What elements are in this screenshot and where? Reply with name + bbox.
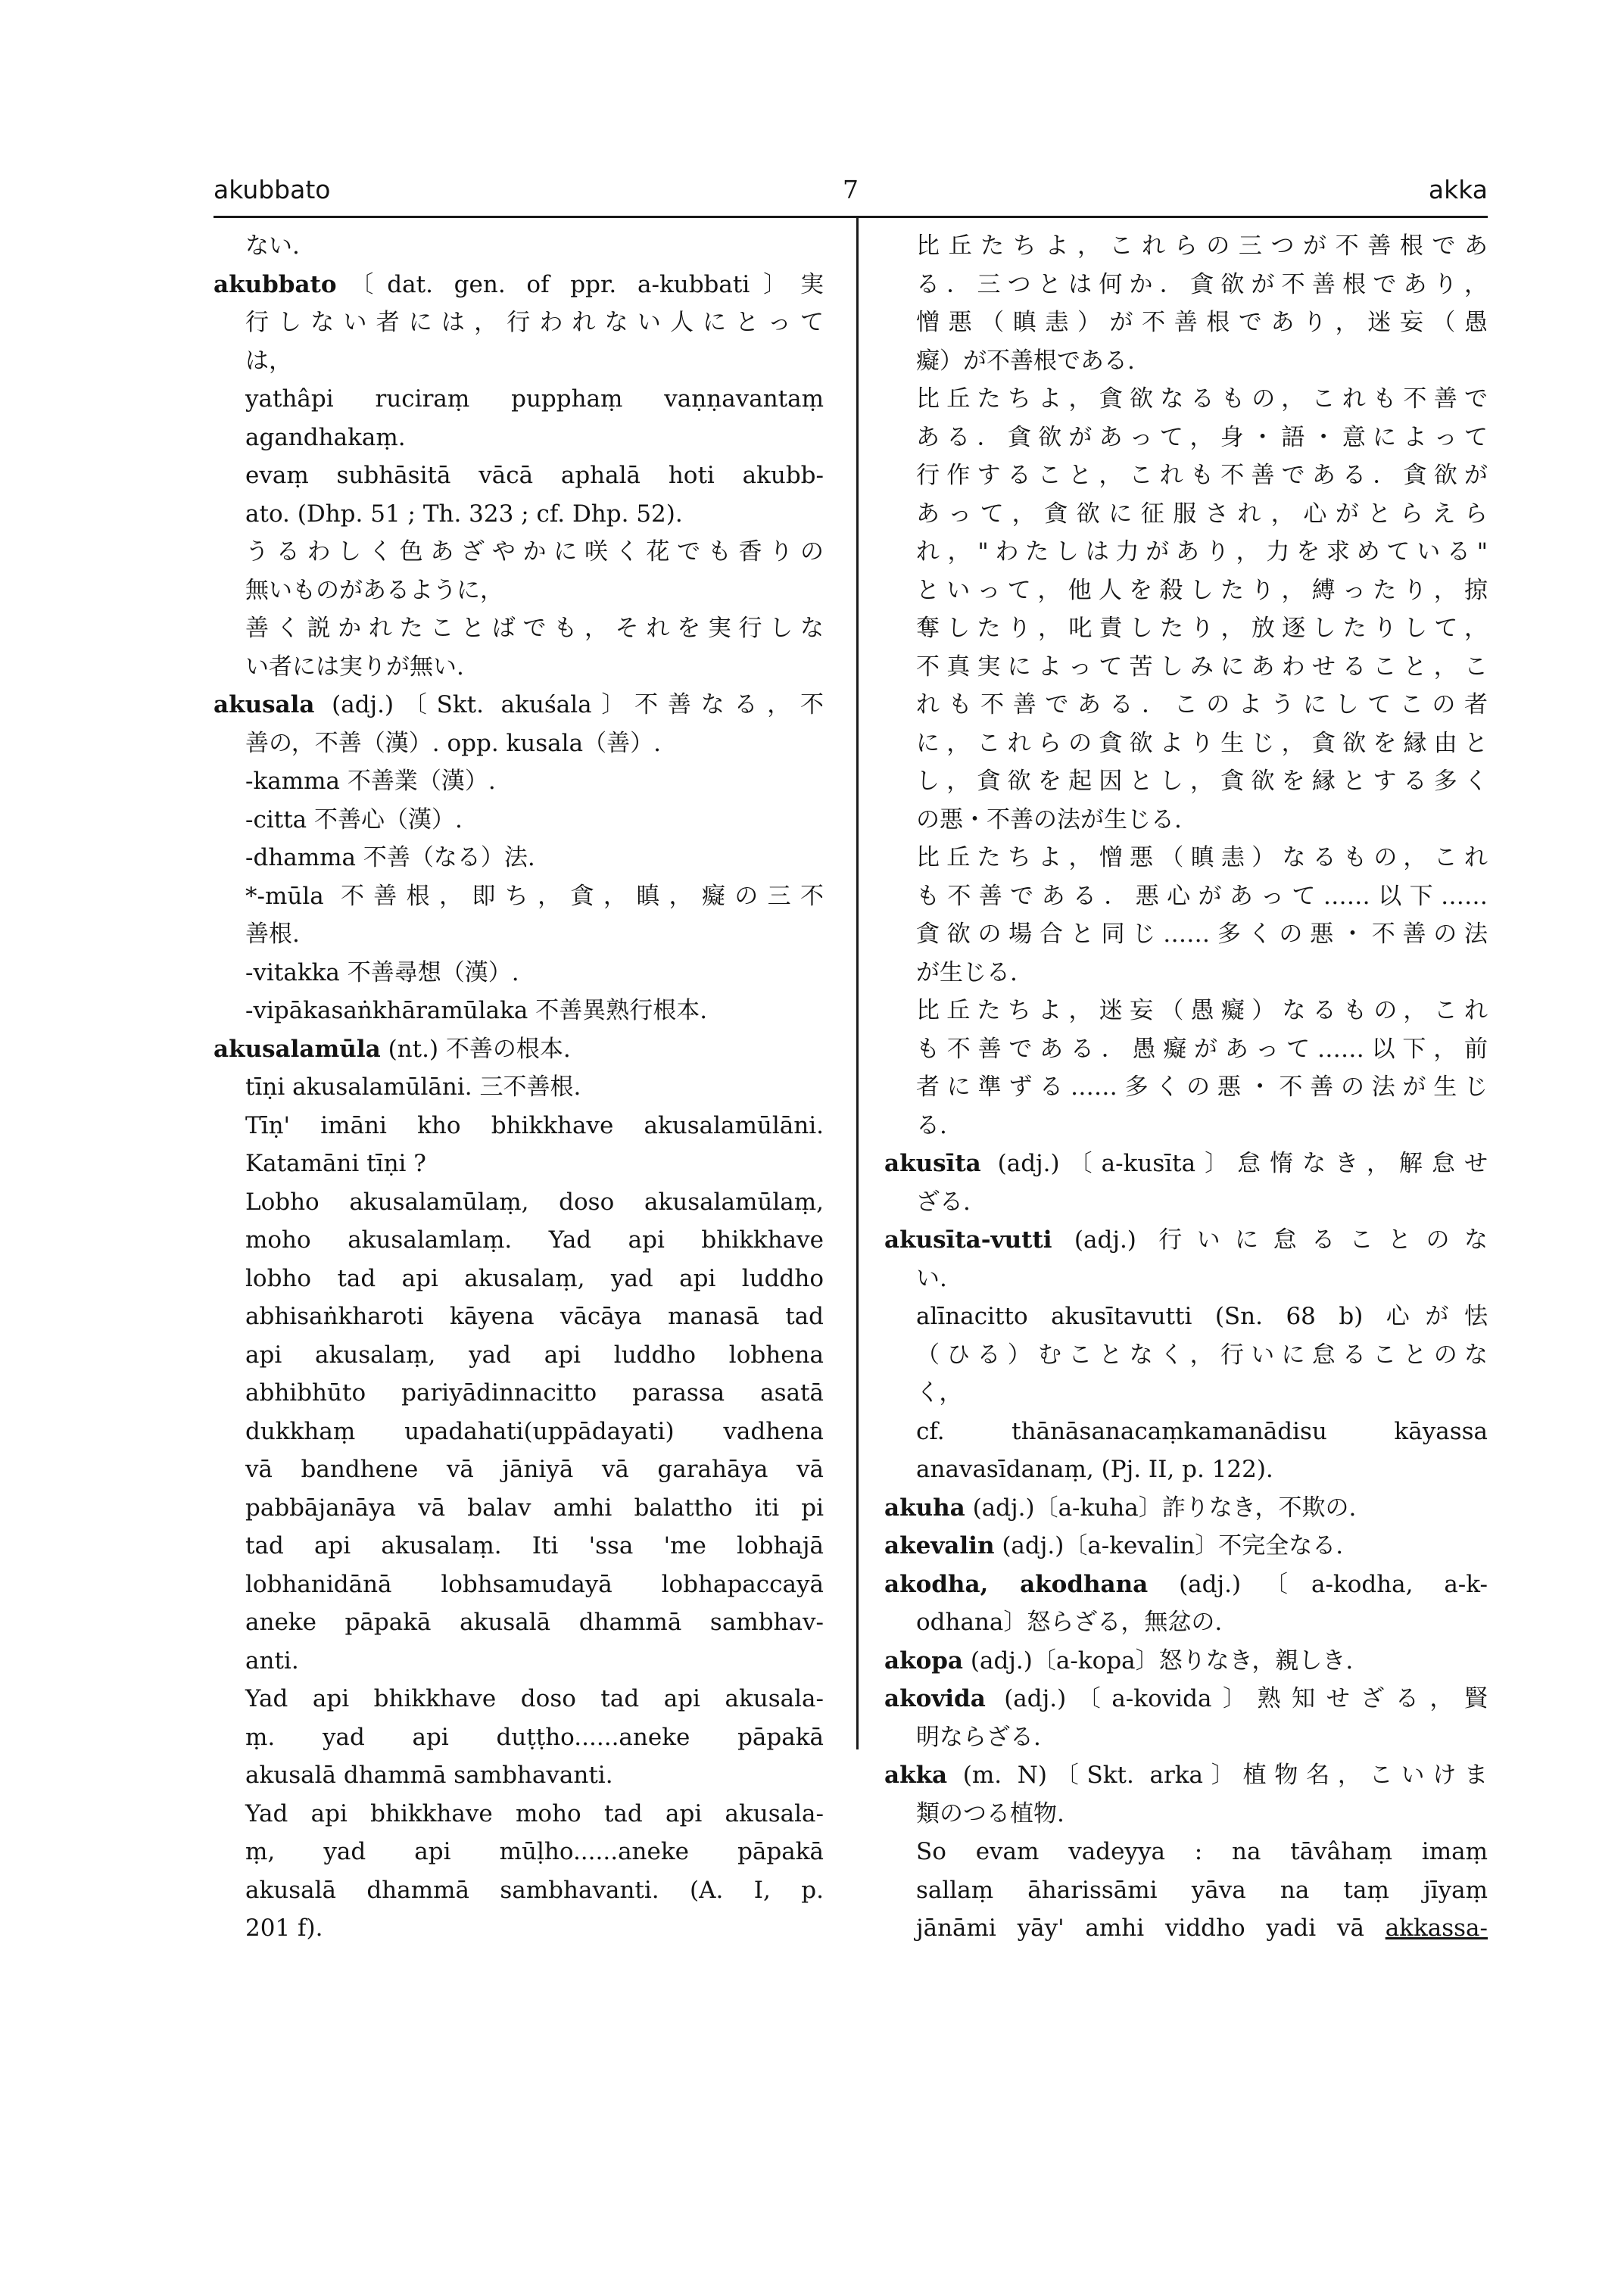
text-line: 憎悪（瞋恚）が不善根であり，迷妄（愚 bbox=[916, 309, 1488, 336]
text-line: jānāmi yāy' amhi viddho yadi vā akkassa- bbox=[916, 1914, 1488, 1942]
text-line: ない. bbox=[245, 232, 300, 260]
text-line: 明ならざる. bbox=[916, 1723, 1041, 1751]
text-line: cf. thānāsanacaṃkamanādisu kāyassa bbox=[916, 1417, 1488, 1445]
headword: akodha, akodhana bbox=[884, 1570, 1149, 1598]
text-line: abhisaṅkharoti kāyena vācāya manasā tad bbox=[245, 1303, 824, 1330]
text-line: ṃ. yad api duṭṭho......aneke pāpakā bbox=[245, 1723, 824, 1751]
text-line: うるわしく色あざやかに咲く花でも香りの bbox=[245, 538, 824, 565]
text-line: る. bbox=[916, 1111, 947, 1139]
running-head-left: akubbato bbox=[214, 175, 331, 204]
headword: akusala bbox=[214, 691, 315, 718]
text-line: ざる. bbox=[916, 1188, 971, 1216]
text-line: alīnacitto akusītavutti (Sn. 68 b) 心が怯 bbox=[916, 1303, 1488, 1330]
headword: akubbato bbox=[214, 270, 337, 298]
text-line: sallaṃ āharissāmi yāva na taṃ jīyaṃ bbox=[916, 1876, 1488, 1904]
entry-headword-line: akusīta-vutti (adj.) 行いに怠ることのな bbox=[884, 1226, 1488, 1254]
headword: akka bbox=[884, 1762, 948, 1789]
text-line: -citta 不善心（漢）. bbox=[245, 805, 463, 833]
right-column bbox=[884, 227, 1488, 1948]
text-line: abhibhūto pariyādinnacitto parassa asatā bbox=[245, 1379, 824, 1407]
text-line: -kamma 不善業（漢）. bbox=[245, 768, 496, 795]
text-line: く， bbox=[916, 1379, 963, 1407]
entry-headword-line: akusala (adj.)〔Skt. akuśala〕不善なる，不 bbox=[214, 691, 824, 718]
text-line: lobho tad api akusalaṃ, yad api luddho bbox=[245, 1264, 824, 1292]
text-line: dukkhaṃ upadahati(uppādayati) vadhena bbox=[245, 1417, 824, 1445]
headword: akopa bbox=[884, 1647, 964, 1675]
text-line: -dhamma 不善（なる）法. bbox=[245, 844, 535, 871]
headword: akevalin bbox=[884, 1532, 995, 1559]
text-line: 善根. bbox=[245, 921, 300, 948]
running-head-right: akka bbox=[1428, 175, 1488, 204]
text-line: 比丘たちよ，迷妄（愚癡）なるもの，これ bbox=[916, 997, 1488, 1024]
text-line: Yad api bhikkhave doso tad api akusala- bbox=[245, 1685, 824, 1712]
text-line: も不善である．悪心があって……以下…… bbox=[916, 882, 1488, 910]
text-line: も不善である．愚癡があって……以下，前 bbox=[916, 1035, 1488, 1063]
text-line: -vipākasaṅkhāramūlaka 不善異熟行根本. bbox=[245, 997, 708, 1024]
text-line: Lobho akusalamūlaṃ, doso akusalamūlaṃ, bbox=[245, 1188, 824, 1216]
text-line: 比丘たちよ，貪欲なるもの，これも不善で bbox=[916, 385, 1488, 413]
entry-headword-line: akusalamūla (nt.) 不善の根本. bbox=[214, 1035, 571, 1063]
text-line: 類のつる植物. bbox=[916, 1799, 1064, 1827]
text-line: evaṃ subhāsitā vācā aphalā hoti akubb- bbox=[245, 462, 824, 489]
page-header bbox=[214, 170, 1488, 216]
text-line: -vitakka 不善尋想（漢）. bbox=[245, 958, 519, 986]
text-line: 行しない者には，行われない人にとって bbox=[245, 309, 824, 336]
left-column bbox=[214, 227, 824, 1948]
entry-headword-line: akusīta (adj.)〔a-kusīta〕怠惰なき，解怠せ bbox=[884, 1150, 1488, 1177]
headword: akuha bbox=[884, 1494, 965, 1522]
text-line: ato. (Dhp. 51 ; Th. 323 ; cf. Dhp. 52). bbox=[245, 500, 683, 528]
text-line: は， bbox=[245, 347, 292, 375]
cross-reference: akkassa- bbox=[1385, 1914, 1488, 1942]
text-line: 者に準ずる……多くの悪・不善の法が生じ bbox=[916, 1073, 1488, 1101]
text-line: *-mūla 不善根，即ち，貪，瞋，癡の三不 bbox=[245, 882, 824, 910]
headword: akusīta-vutti bbox=[884, 1226, 1052, 1254]
text-line: 無いものがあるように， bbox=[245, 576, 503, 604]
entry-headword-line: akodha, akodhana (adj.)〔a-kodha, a-k- bbox=[884, 1570, 1488, 1598]
column-divider bbox=[856, 217, 859, 1749]
text-line: 癡）が不善根である. bbox=[916, 347, 1135, 375]
text-line: moho akusalamlaṃ. Yad api bhikkhave bbox=[245, 1226, 824, 1254]
text-line: ある．貪欲があって，身・語・意によって bbox=[916, 423, 1488, 451]
text-line: 201 f). bbox=[245, 1914, 323, 1942]
text-line: といって，他人を殺したり，縛ったり，掠 bbox=[916, 576, 1488, 604]
text-line: 不真実によって苦しみにあわせること，こ bbox=[916, 653, 1488, 681]
text-line: （ひる）むことなく，行いに怠ることのな bbox=[916, 1341, 1488, 1369]
entry-headword-line: akovida (adj.)〔a-kovida〕熟知せざる，賢 bbox=[884, 1685, 1488, 1712]
text-line: anavasīdanaṃ, (Pj. II, p. 122). bbox=[916, 1456, 1273, 1483]
text-line: pabbājanāya vā balav amhi balattho iti pi bbox=[245, 1494, 824, 1522]
entry-headword-line: akuha (adj.)〔a-kuha〕詐りなき，不欺の. bbox=[884, 1494, 1357, 1522]
text-line: odhana〕怒らざる，無忿の. bbox=[916, 1609, 1223, 1636]
headword: akovida bbox=[884, 1685, 986, 1712]
text-line: Tīṇ' imāni kho bhikkhave akusalamūlāni. bbox=[245, 1111, 824, 1139]
header-rule bbox=[214, 216, 1488, 218]
text-line: akusalā dhammā sambhavanti. bbox=[245, 1762, 613, 1789]
entry-headword-line: akubbato〔dat. gen. of ppr. a-kubbati〕実 bbox=[214, 270, 824, 298]
text-line: い者には実りが無い. bbox=[245, 653, 464, 681]
text-line: 比丘たちよ，これらの三つが不善根であ bbox=[916, 232, 1488, 260]
text-line: の悪・不善の法が生じる. bbox=[916, 805, 1182, 833]
entry-headword-line: akopa (adj.)〔a-kopa〕怒りなき，親しき. bbox=[884, 1647, 1354, 1675]
text-line: So evam vadeyya : na tāvâhaṃ imaṃ bbox=[916, 1838, 1488, 1865]
text-line: が生じる. bbox=[916, 958, 1018, 986]
text-line: akusalā dhammā sambhavanti. (A. I, p. bbox=[245, 1876, 824, 1904]
text-line: aneke pāpakā akusalā dhammā sambhav- bbox=[245, 1609, 824, 1636]
text-line: anti. bbox=[245, 1647, 299, 1675]
text-line: 比丘たちよ，憎悪（瞋恚）なるもの，これ bbox=[916, 844, 1488, 871]
text-line: Katamāni tīṇi ? bbox=[245, 1150, 426, 1177]
text-line: あって，貪欲に征服され，心がとらえら bbox=[916, 500, 1488, 528]
text-line: vā bandhene vā jāniyā vā garahāya vā bbox=[245, 1456, 824, 1483]
text-line: 善く説かれたことばでも，それを実行しな bbox=[245, 615, 824, 642]
text-line: tad api akusalaṃ. Iti 'ssa 'me lobhajā bbox=[245, 1532, 824, 1559]
text-line: ṃ, yad api mūḷho......aneke pāpakā bbox=[245, 1838, 824, 1865]
text-line: 貪欲の場合と同じ……多くの悪・不善の法 bbox=[916, 921, 1488, 948]
headword: akusīta bbox=[884, 1150, 981, 1177]
text-line: 行作すること，これも不善である．貪欲が bbox=[916, 462, 1488, 489]
text-line: api akusalaṃ, yad api luddho lobhena bbox=[245, 1341, 824, 1369]
text-line: る．三つとは何か．貪欲が不善根であり， bbox=[916, 270, 1488, 298]
entry-headword-line: akevalin (adj.)〔a-kevalin〕不完全なる. bbox=[884, 1532, 1344, 1559]
text-line: tīṇi akusalamūlāni. 三不善根. bbox=[245, 1073, 581, 1101]
text-line: に，これらの貪欲より生じ，貪欲を縁由と bbox=[916, 729, 1488, 757]
text-line: い. bbox=[916, 1264, 947, 1292]
text-line: 善の，不善（漢）. opp. kusala（善）. bbox=[245, 729, 661, 757]
entry-headword-line: akka (m. N)〔Skt. arka〕植物名，こいけま bbox=[884, 1762, 1488, 1789]
text-line: Yad api bhikkhave moho tad api akusala- bbox=[245, 1799, 824, 1827]
text-line: し，貪欲を起因とし，貪欲を縁とする多く bbox=[916, 768, 1488, 795]
text-line: 奪したり，叱責したり，放逐したりして， bbox=[916, 615, 1488, 642]
text-line: れ，"わたしは力があり，力を求めている" bbox=[916, 538, 1488, 565]
headword: akusalamūla bbox=[214, 1035, 381, 1063]
text-line: yathâpi ruciraṃ pupphaṃ vaṇṇavantaṃ bbox=[245, 385, 824, 413]
text-line: agandhakaṃ. bbox=[245, 423, 406, 451]
text-line: lobhanidānā lobhsamudayā lobhapaccayā bbox=[245, 1570, 824, 1598]
page-number: 7 bbox=[843, 175, 859, 204]
text-line: れも不善である．このようにしてこの者 bbox=[916, 691, 1488, 718]
